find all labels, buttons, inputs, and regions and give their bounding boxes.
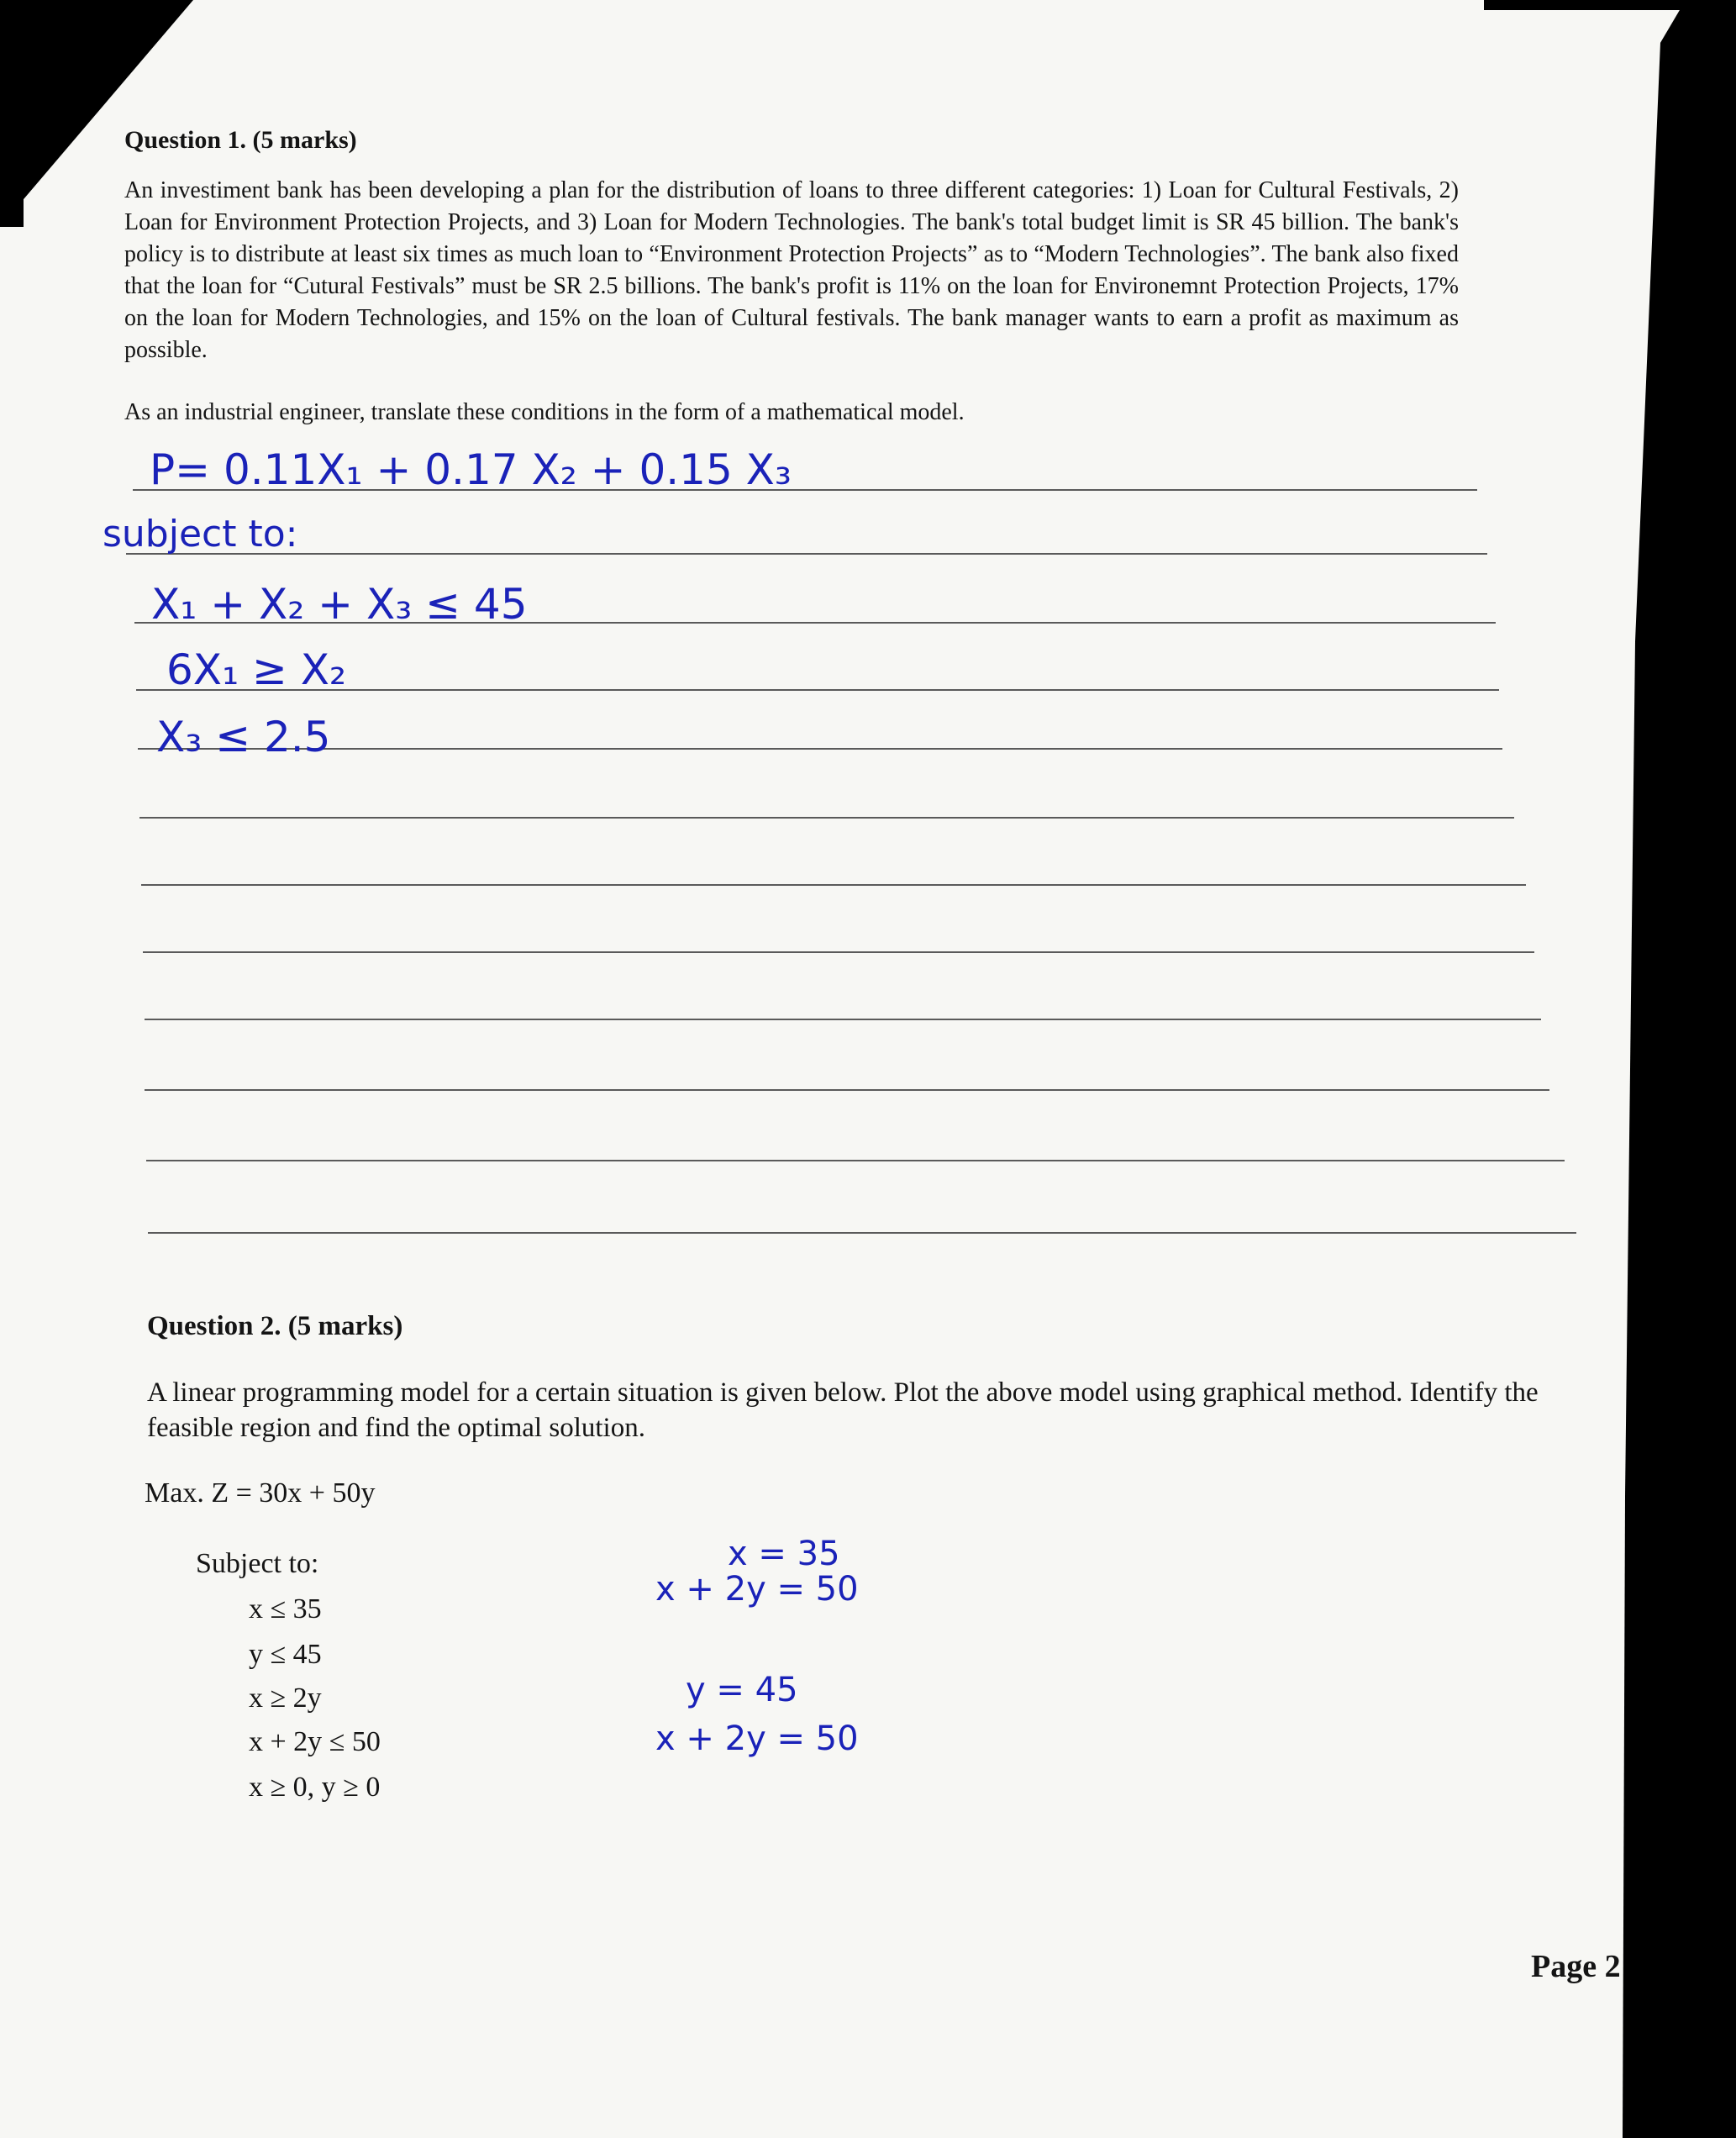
lp-constraint: x ≥ 0, y ≥ 0 xyxy=(249,1772,381,1803)
answer-line xyxy=(141,884,1526,886)
handwritten-constraint: 6X₁ ≥ X₂ xyxy=(166,645,347,694)
question-1-title: Question 1. (5 marks) xyxy=(124,126,357,154)
lp-subject-to: Subject to: xyxy=(196,1548,319,1579)
answer-line xyxy=(145,1019,1541,1020)
handwritten-note: x + 2y = 50 xyxy=(655,1570,859,1609)
handwritten-objective: P= 0.11X₁ + 0.17 X₂ + 0.15 X₃ xyxy=(150,445,792,494)
question-1-body: An investiment bank has been developing a plan for the distribution of loans to three different categories: 1) Loan for Cultural Festivals, 2) Loan for Environment Protection Projects, and 3) Loan for Modern Technologies. The bank's total budget limit is SR 45 billion. The bank's policy is to distribute at least six times as much loan to “Environment Protection Projects” as to “Modern Technologies”. The bank also fixed that the loan for “Cutural Festivals” must be SR 2.5 billions. The bank's profit is 11% on the loan for Environemnt Protection Projects, 17% on the loan for Modern Technologies, and 15% on the loan of Cultural festivals. The bank manager wants to earn a profit as maximum as possible. xyxy=(124,177,1459,363)
handwritten-note: y = 45 xyxy=(686,1671,798,1709)
handwritten-constraint: X₁ + X₂ + X₃ ≤ 45 xyxy=(151,580,528,629)
answer-line xyxy=(138,748,1502,750)
handwritten-note: x = 35 xyxy=(728,1535,840,1573)
lp-constraint: x ≥ 2y xyxy=(249,1682,322,1714)
answer-line xyxy=(143,951,1534,953)
handwritten-note: x + 2y = 50 xyxy=(655,1719,859,1758)
answer-line xyxy=(146,1160,1565,1161)
lp-constraint: y ≤ 45 xyxy=(249,1639,322,1670)
page-number: Page 2 xyxy=(1531,1949,1621,1984)
photo-dark-edge-right xyxy=(1610,0,1736,2138)
photo-dark-edge-left xyxy=(0,155,24,227)
lp-constraint: x + 2y ≤ 50 xyxy=(249,1726,381,1757)
question-1-instruction: As an industrial engineer, translate these conditions in the form of a mathematical model. xyxy=(124,399,965,425)
answer-line xyxy=(126,553,1487,555)
lp-constraint: x ≤ 35 xyxy=(249,1593,322,1625)
question-2-title: Question 2. (5 marks) xyxy=(147,1311,403,1341)
handwritten-subject-to: subject to: xyxy=(103,513,298,556)
answer-line xyxy=(139,817,1514,819)
handwritten-constraint: X₃ ≤ 2.5 xyxy=(156,713,331,761)
answer-line xyxy=(148,1232,1576,1234)
lp-objective: Max. Z = 30x + 50y xyxy=(145,1477,376,1509)
answer-line xyxy=(145,1089,1549,1091)
question-2-body: A linear programming model for a certain situation is given below. Plot the above model using graphical method. Identify the feasible region and find the optimal solution. xyxy=(147,1377,1539,1443)
